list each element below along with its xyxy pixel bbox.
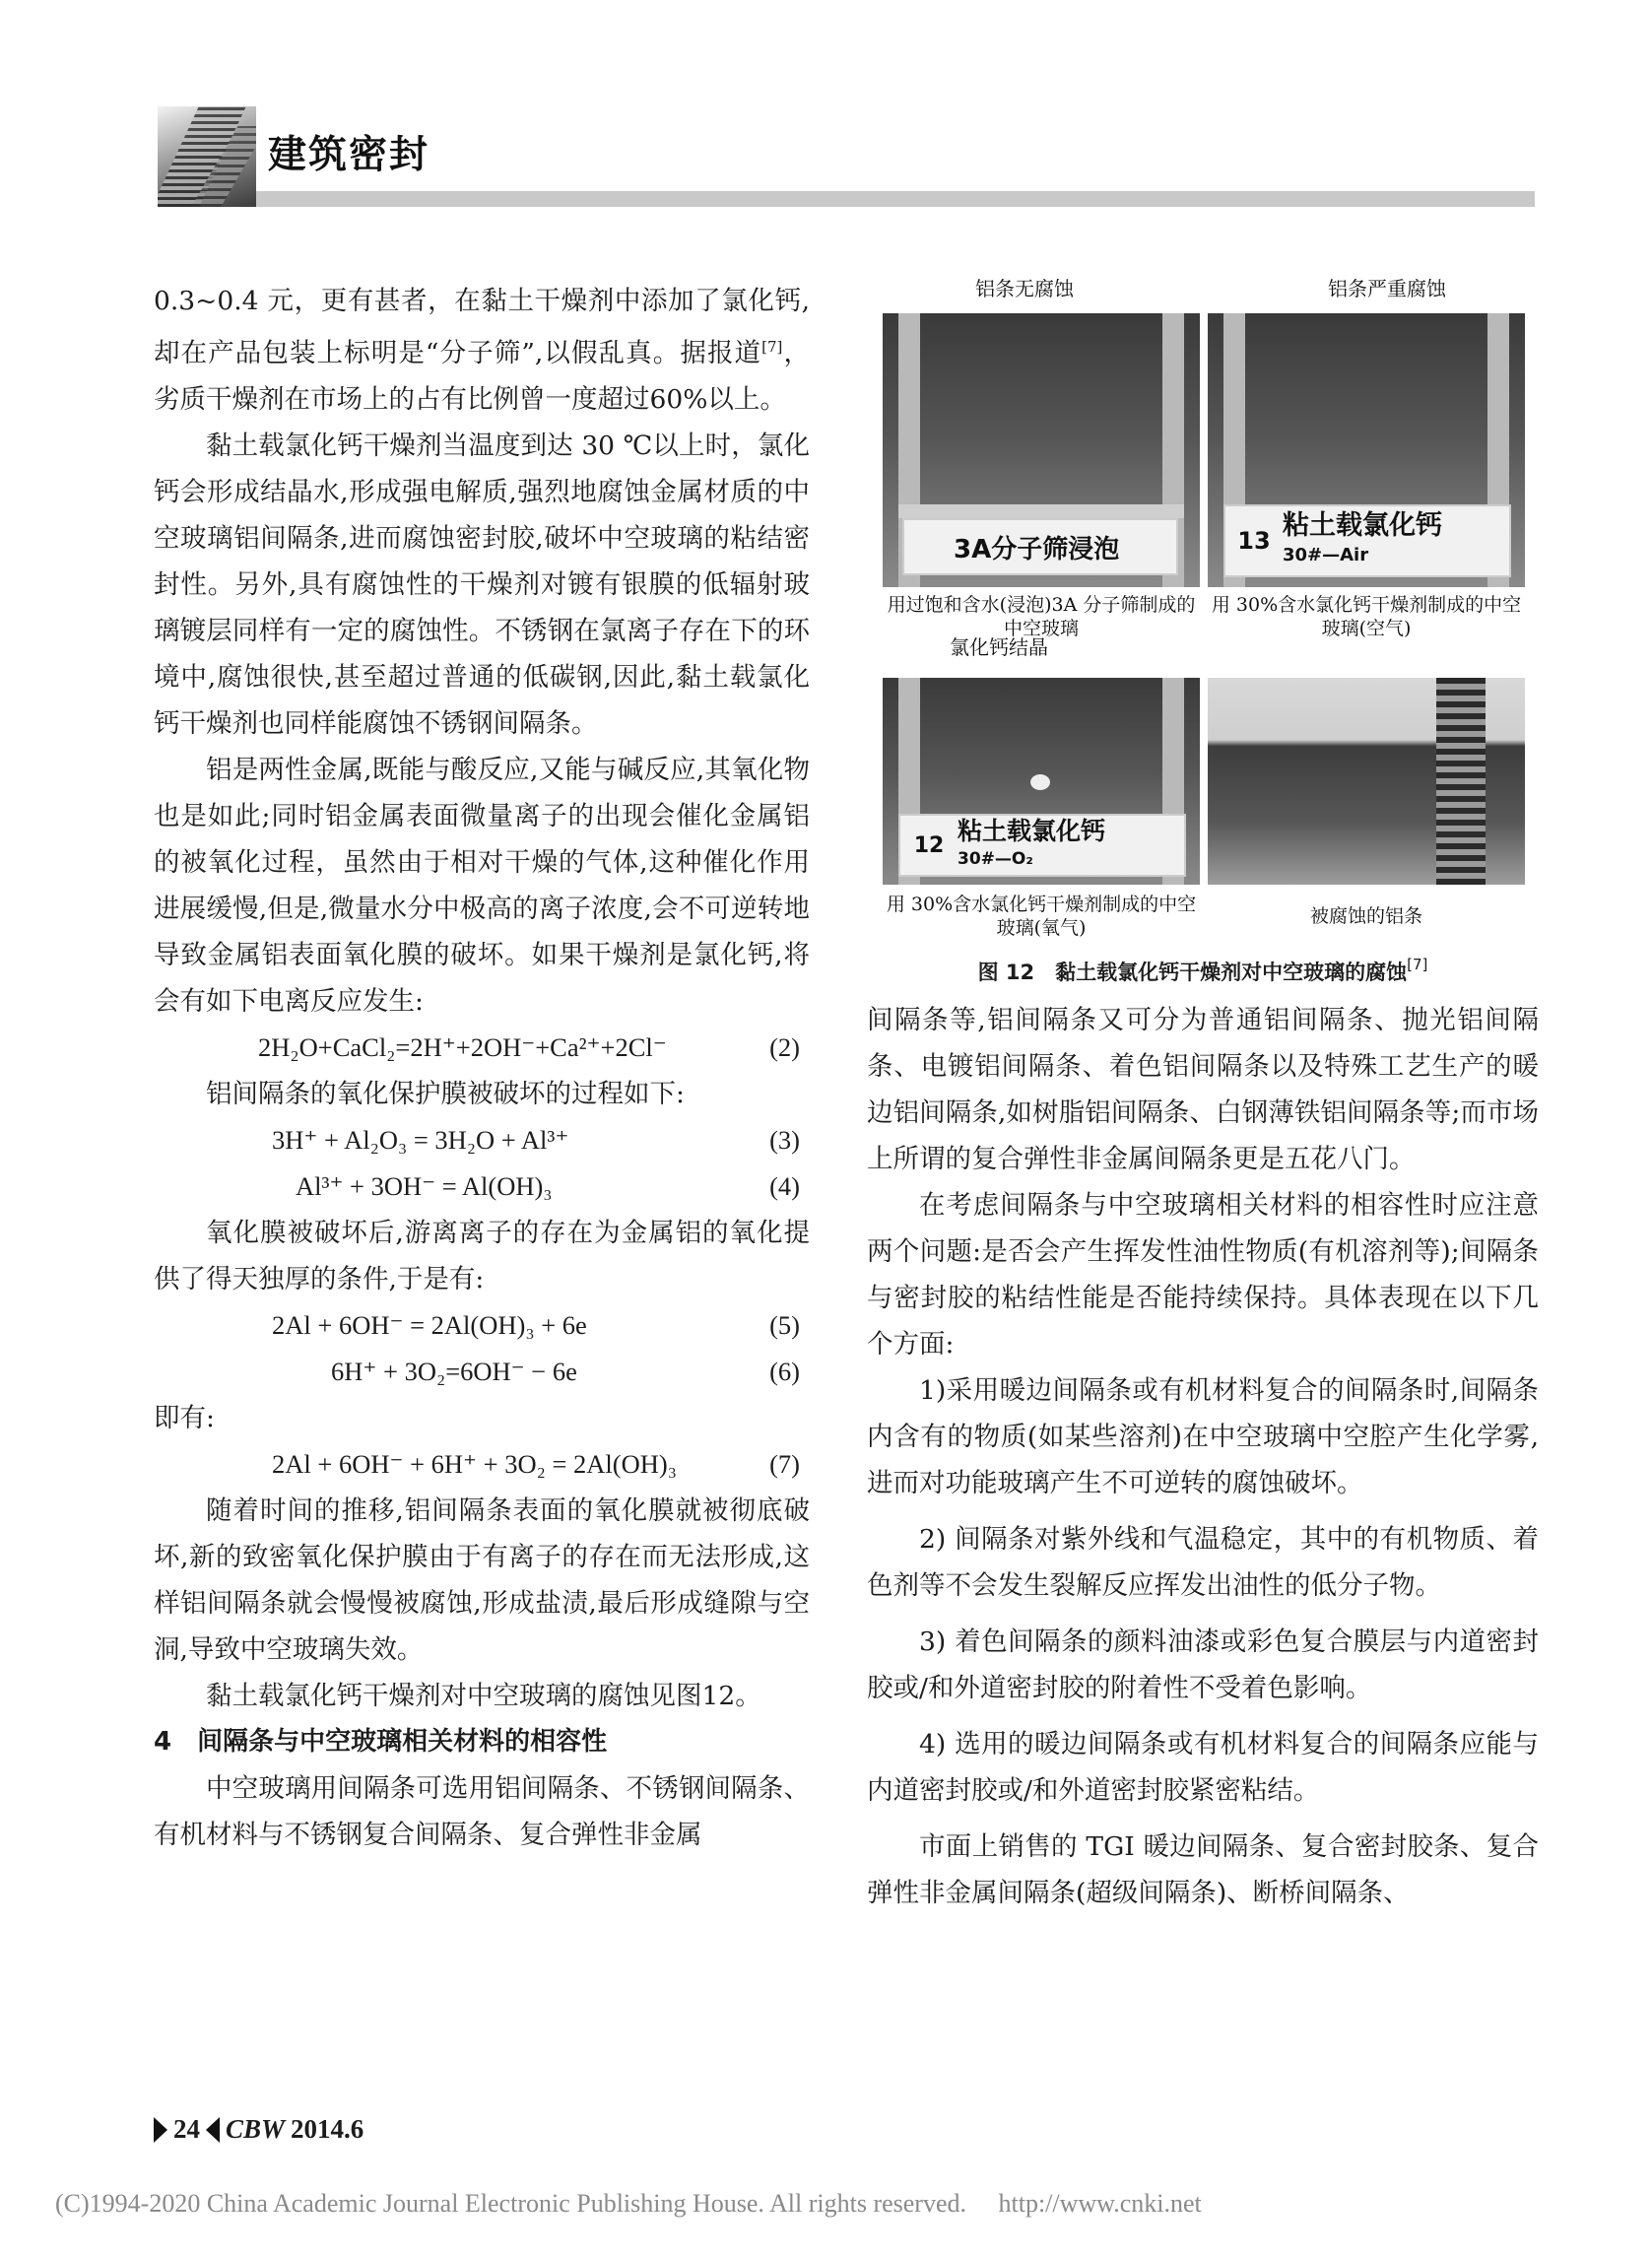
paragraph: 中空玻璃用间隔条可选用铝间隔条、不锈钢间隔条、有机材料与不锈钢复合间隔条、复合弹性非金属 [154,1773,810,1850]
paragraph: 氧化膜被破坏后,游离离子的存在为金属铝的氧化提供了得天独厚的条件,于是有: [154,1218,810,1294]
triangle-right-icon [154,2117,167,2143]
journal-logo [158,106,256,207]
equation-6: 6H⁺ + 3O₂=6OH⁻ − 6e (6) [331,1357,800,1386]
triangle-left-icon [206,2117,220,2143]
photo-caption: 用过饱和含水(浸泡)3A 分子筛制成的中空玻璃 [887,594,1196,639]
sample-label: 12 粘土载氯化钙 30#—O₂ [898,814,1186,877]
paragraph: 即有: [154,1403,215,1433]
list-item: 3) 着色间隔条的颜料油漆或彩色复合膜层与内道密封胶或/和外道密封胶的附着性不受着色影响。 [867,1626,1539,1703]
equation-4: Al³⁺ + 3OH⁻ = Al(OH)₃ (4) [296,1171,800,1201]
list-item: 2) 间隔条对紫外线和气温稳定，其中的有机物质、着色剂等不会发生裂解反应挥发出油性的低分子物。 [867,1524,1539,1601]
section-heading: 4 间隔条与中空玻璃相关材料的相容性 [154,1727,608,1757]
paragraph: 黏土载氯化钙干燥剂对中空玻璃的腐蚀见图12。 [206,1681,761,1711]
equation-7: 2Al + 6OH⁻ + 6H⁺ + 3O₂ = 2Al(OH)₃ (7) [272,1449,800,1479]
header-rule [256,191,1535,207]
photo-corroded-aluminum-strip [1208,678,1525,885]
photo-3a-molecular-sieve [883,313,1200,587]
page-number: 24 [173,2114,200,2144]
sample-label: 3A分子筛浸泡 [902,518,1178,575]
citation-ref[interactable]: [7] [761,338,783,356]
journal-title: 建筑密封 [268,133,430,177]
photo-callout: 氯化钙结晶 [950,635,1048,659]
paragraph: 在考虑间隔条与中空玻璃相关材料的相容性时应注意两个问题:是否会产生挥发性油性物质(有机溶剂等);间隔条与密封胶的粘结性能是否能持续保持。具体表现在以下几个方面: [867,1190,1539,1360]
equation-2: 2H₂O+CaCl₂=2H⁺+2OH⁻+Ca²⁺+2Cl⁻ (2) [258,1032,800,1062]
copyright-notice: (C)1994-2020 China Academic Journal Electronic Publishing House. All rights reserved. http://www.cnki.net [55,2189,1202,2218]
citation-ref[interactable]: [7] [1407,956,1428,973]
paragraph: 黏土载氯化钙干燥剂当温度到达 30 ℃以上时，氯化钙会形成结晶水,形成强电解质,强烈地腐蚀金属材质的中空玻璃铝间隔条,进而腐蚀密封胶,破坏中空玻璃的粘结密封性。另外,具有腐蚀性的干燥剂对镀有银膜的低辐射玻璃镀层同样有一定的腐蚀性。不锈钢在氯离子存在下的环境中,腐蚀很快,甚至超过普通的低碳钢,因此,黏土载氯化钙干燥剂也同样能腐蚀不锈钢间隔条。 [154,431,810,739]
left-column [154,278,810,1858]
photo-calcium-chloride-air [1208,313,1525,587]
photo-caption: 用 30%含水氯化钙干燥剂制成的中空玻璃(氧气) [886,894,1197,939]
photo-callout: 铝条严重腐蚀 [1328,277,1446,300]
list-item: 4) 选用的暖边间隔条或有机材料复合的间隔条应能与内道密封胶或/和外道密封胶紧密粘结。 [867,1729,1539,1806]
page-footer [154,2114,363,2145]
paragraph: 市面上销售的 TGI 暖边间隔条、复合密封胶条、复合弹性非金属间隔条(超级间隔条)、断桥间隔条、 [867,1831,1539,1908]
sample-label: 13 粘土载氯化钙 30#—Air [1223,504,1511,577]
paragraph: 铝间隔条的氧化保护膜被破坏的过程如下: [206,1079,685,1109]
paragraph: 0.3~0.4 元，更有甚者，在黏土干燥剂中添加了氯化钙,却在产品包装上标明是“分子筛”,以假乱真。据报道[7]，劣质干燥剂在市场上的占有比例曾一度超过60%以上。 [154,286,810,415]
photo-callout: 铝条无腐蚀 [975,277,1074,300]
paragraph: 间隔条等,铝间隔条又可分为普通铝间隔条、抛光铝间隔条、电镀铝间隔条、着色铝间隔条以及特殊工艺生产的暖边铝间隔条,如树脂铝间隔条、白钢薄铁铝间隔条等;而市场上所谓的复合弹性非金属间隔条更是五花八门。 [867,1005,1539,1174]
photo-caption: 被腐蚀的铝条 [1309,905,1422,927]
list-item: 1)采用暖边间隔条或有机材料复合的间隔条时,间隔条内含有的物质(如某些溶剂)在中空玻璃中空腔产生化学雾,进而对功能玻璃产生不可逆转的腐蚀破坏。 [867,1375,1539,1498]
equation-5: 2Al + 6OH⁻ = 2Al(OH)₃ + 6e (5) [272,1310,800,1340]
photo-caption: 用 30%含水氯化钙干燥剂制成的中空玻璃(空气) [1211,594,1522,639]
issue-number: 2014.6 [291,2114,364,2144]
equation-3: 3H⁺ + Al₂O₃ = 3H₂O + Al³⁺ (3) [272,1125,800,1155]
journal-abbreviation: CBW [226,2114,286,2144]
figure-caption: 图 12 黏土载氯化钙干燥剂对中空玻璃的腐蚀[7] [977,956,1428,984]
paragraph: 铝是两性金属,既能与酸反应,又能与碱反应,其氧化物也是如此;同时铝金属表面微量离子的出现会催化金属铝的被氧化过程，虽然由于相对干燥的气体,这种催化作用进展缓慢,但是,微量水分中极高的离子浓度,会不可逆转地导致金属铝表面氧化膜的破坏。如果干燥剂是氯化钙,将会有如下电离反应发生: [154,755,810,1017]
right-column [867,997,1539,1916]
paragraph: 随着时间的推移,铝间隔条表面的氧化膜就被彻底破坏,新的致密氧化保护膜由于有离子的存在而无法形成,这样铝间隔条就会慢慢被腐蚀,形成盐渍,最后形成缝隙与空洞,导致中空玻璃失效。 [154,1495,810,1665]
photo-calcium-chloride-oxygen [883,678,1200,885]
figure-12 [867,254,1539,944]
